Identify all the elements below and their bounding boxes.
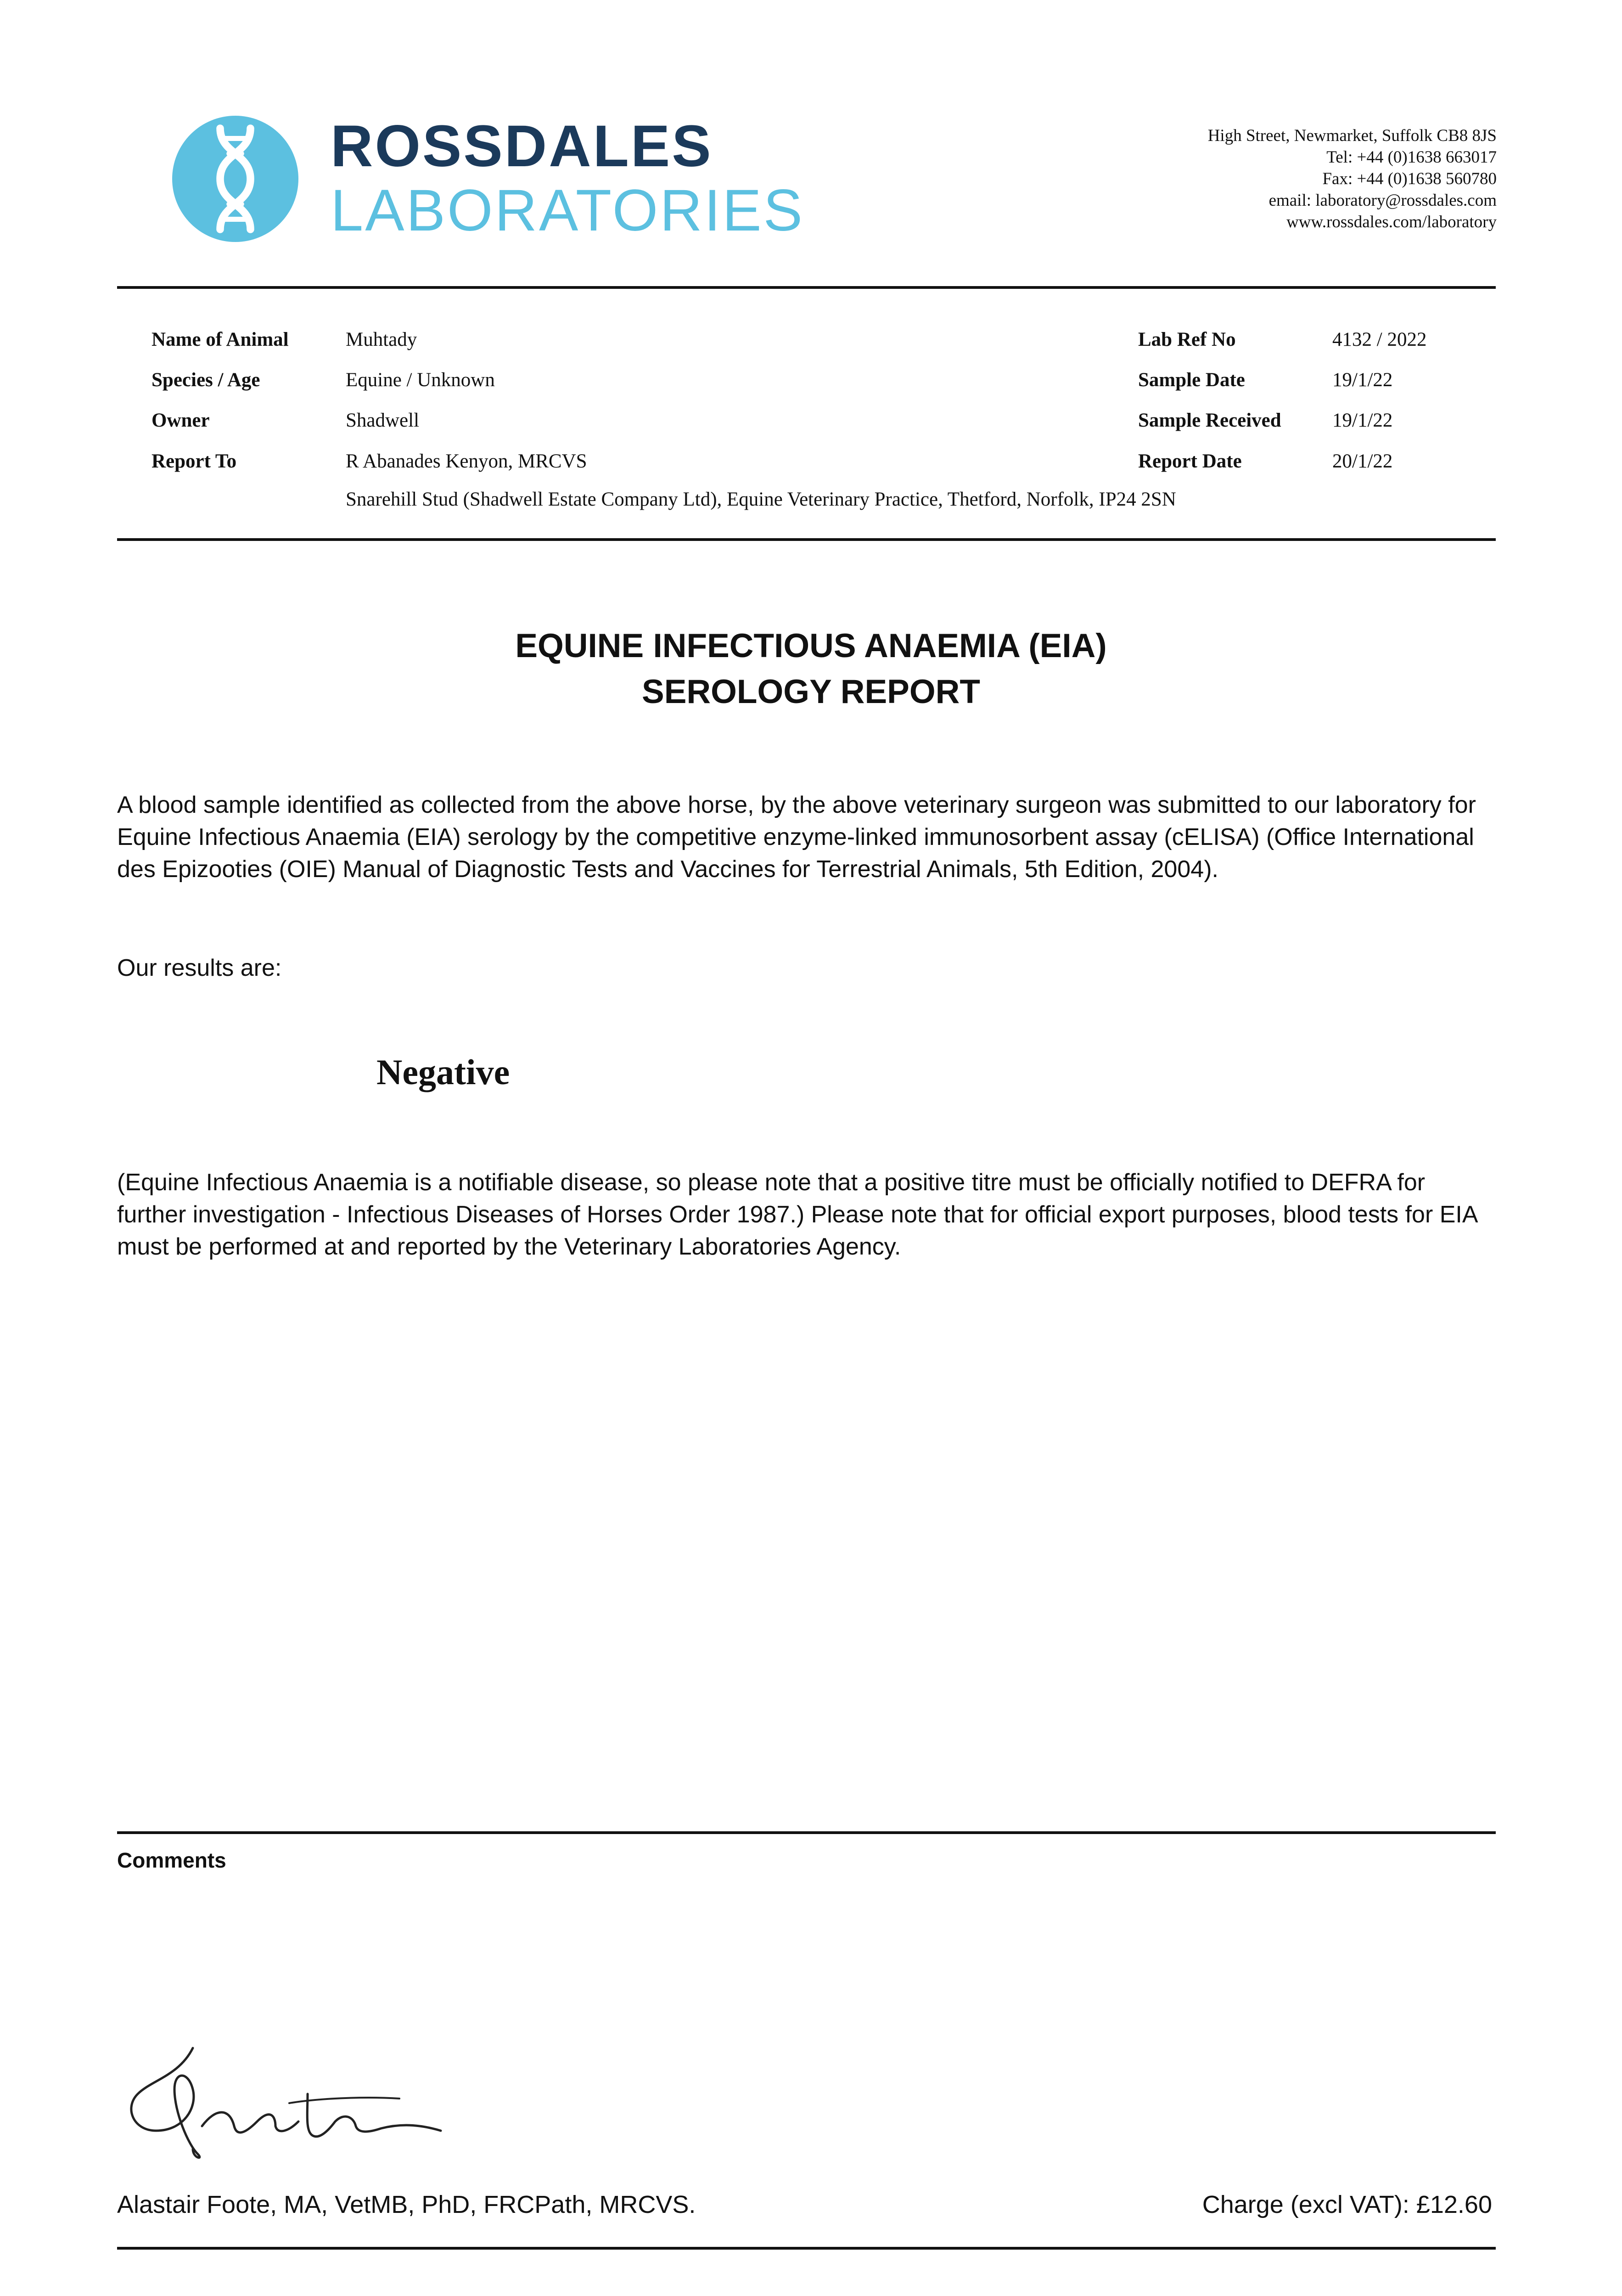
value-species-age: Equine / Unknown <box>346 369 495 391</box>
handwritten-signature <box>124 2039 477 2167</box>
brand-name-line1: ROSSDALES <box>331 113 713 179</box>
address-website: www.rossdales.com/laboratory <box>1286 213 1497 231</box>
test-result: Negative <box>376 1052 510 1092</box>
value-sample-received: 19/1/22 <box>1332 410 1393 431</box>
label-owner: Owner <box>152 410 210 431</box>
value-name-of-animal: Muhtady <box>346 329 417 350</box>
notifiable-disease-note: (Equine Infectious Anaemia is a notifiable disease, so please note that a positive titre must be officially notified to DEFRA for further investigation - Infectious Diseases of Horses Order 1987.) Please note that for official export purposes, blood tests for EIA must be performed at and reported by the Veterinary Laboratories Agency. <box>117 1169 1477 1260</box>
signer-name: Alastair Foote, MA, VetMB, PhD, FRCPath, MRCVS. <box>117 2191 696 2218</box>
label-sample-received: Sample Received <box>1138 410 1281 431</box>
divider <box>117 538 1496 541</box>
charge-amount: Charge (excl VAT): £12.60 <box>1202 2191 1492 2218</box>
lab-address-block <box>1208 125 1497 233</box>
label-species-age: Species / Age <box>152 369 260 391</box>
comments-label: Comments <box>117 1848 226 1872</box>
brand-name-line2: LABORATORIES <box>331 178 804 243</box>
report-title-line2: SEROLOGY REPORT <box>642 673 980 710</box>
divider <box>117 286 1496 289</box>
value-owner: Shadwell <box>346 410 420 431</box>
label-report-to: Report To <box>152 450 237 472</box>
address-street: High Street, Newmarket, Suffolk CB8 8JS <box>1207 126 1497 145</box>
report-title-line1: EQUINE INFECTIOUS ANAEMIA (EIA) <box>515 627 1107 664</box>
report-intro-paragraph: A blood sample identified as collected from the above horse, by the above veterinary surgeon was submitted to our laboratory for Equine Infectious Anaemia (EIA) serology by the competitive enzyme-linked immunosorbent assay (cELISA) (Office International des Epizooties (OIE) Manual of Diagnostic Tests and Vaccines for Terrestrial Animals, 5th Edition, 2004). <box>117 792 1476 883</box>
label-sample-date: Sample Date <box>1138 369 1245 391</box>
divider <box>117 1831 1496 1834</box>
label-report-date: Report Date <box>1138 450 1242 472</box>
divider <box>117 2247 1496 2250</box>
label-lab-ref-no: Lab Ref No <box>1138 329 1236 350</box>
label-name-of-animal: Name of Animal <box>152 329 289 350</box>
address-email: email: laboratory@rossdales.com <box>1268 191 1497 210</box>
value-report-to-address: Snarehill Stud (Shadwell Estate Company Ltd), Equine Veterinary Practice, Thetford, Norfolk, IP24 2SN <box>346 489 1176 510</box>
results-intro: Our results are: <box>117 955 282 981</box>
dna-helix-icon <box>172 116 298 242</box>
value-report-date: 20/1/22 <box>1332 450 1393 472</box>
value-lab-ref-no: 4132 / 2022 <box>1332 329 1427 350</box>
address-tel: Tel: +44 (0)1638 663017 <box>1326 148 1497 167</box>
address-fax: Fax: +44 (0)1638 560780 <box>1322 169 1497 188</box>
value-sample-date: 19/1/22 <box>1332 369 1393 391</box>
value-report-to: R Abanades Kenyon, MRCVS <box>346 450 587 472</box>
